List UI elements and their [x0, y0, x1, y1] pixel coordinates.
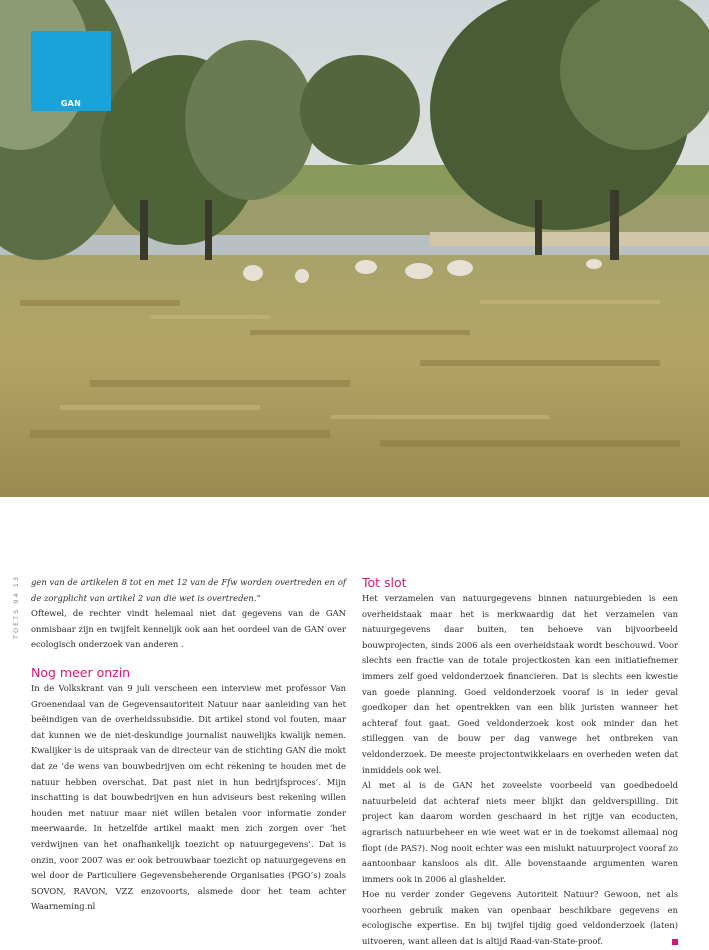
paragraph: Oftewel, de rechter vindt helemaal niet dat gegevens van de GAN onmisbaar zijn en twijfelt kennelijk ook aan het oordeel van de GAN over ecologisch onderzoek van anderen .: [31, 608, 346, 650]
paragraph-text: Hoe nu verder zonder Gegevens Autoriteit Natuur? Gewoon, net als voorheen gebruik maken van openbaar beschikbare gegevens en ecologische expertise. En bij twijfel tijdig goed veldonderzoek (laten) uitvoeren, want alleen dat is altijd Raad-van-State-proof.: [362, 889, 678, 947]
paragraph: Het verzamelen van natuurgegevens binnen natuurgebieden is een overheidstaak maar het is merkwaardig dat het verzamelen van natuurgegevens daar buiten, ten behoeve van bijvoorbeeld bouwprojecten, sinds 2006 als een overheidstaak wordt beschouwd. Voor slechts een fractie van de totale projectkosten kan een initiatiefnemer immers zelf goed veldonderzoek financieren. Dat is slechts een kwestie van goede planning. Goed veldonderzoek vooraf is in ieder geval goedkoper dan het opentrekken van een blik juristen wanneer het achteraf fout gaat. Goed veldonderzoek kost ook minder dan het stilleggen van de bouw per dag vanwege het ontbreken van veldonderzoek. De meeste projectontwikkelaars en overheden weten dat inmiddels ook wel.: [362, 593, 678, 775]
paragraph: In de Volkskrant van 9 juli verscheen een interview met professor Van Groenendaal van de Gegevensautoriteit Natuur naar aanleiding van het beëindigen van de overheidssubsidie. Dit artikel stond vol fouten, maar dat kunnen we de niet-deskundige journalist nauwelijks kwalijk nemen. Kwalijker is de uitspraak van de directeur van de stichting GAN die mokt dat ze ‘de wens van bouwbedrijven om echt rekening te houden met de natuur hebben overschat. Dat past niet in hun bedrijfsproces’. Mijn inschatting is dat bouwbedrijven en hun adviseurs best rekening willen houden met natuur maar niet willen betalen voor informatie zonder meerwaarde. In hetzelfde artikel maakt men zich zorgen over ‘het verdwijnen van het onafhankelijk toezicht op natuurgegevens’. Dat is onzin, voor 2007 was er ook betrouwbaar toezicht op natuurgegevens en wel door de Particuliere Gegevensbeherende Organisaties (PGO’s) zoals SOVON, RAVON, VZZ enzovoorts, alsmede door het team achter Waarneming.nl: [31, 682, 346, 912]
paragraph-final: [362, 887, 678, 949]
folio-text: TOETS 04 13: [12, 575, 20, 639]
section-tag: [31, 31, 111, 111]
quote-continuation: gen van de artikelen 8 tot en met 12 van de Ffw worden overtreden en of de zorgplicht van artikel 2 van die wet is overtreden.”: [31, 577, 346, 603]
left-column: [31, 575, 346, 915]
end-of-article-mark: [672, 939, 678, 945]
sand-bank: [430, 232, 709, 246]
foreground-grass: [0, 255, 709, 497]
section-tag-label: GAN: [60, 99, 82, 108]
section-heading: Nog meer onzin: [31, 664, 131, 680]
page-folio: [11, 575, 21, 640]
right-column: [362, 575, 678, 950]
section-heading: Tot slot: [362, 575, 407, 590]
paragraph: Al met al is de GAN het zoveelste voorbeeld van goedbedoeld natuurbeleid dat achteraf niets meer blijkt dan geldverspilling. Dit project kan daarom worden geschaard in het rijtje van ecoducten, agrarisch natuurbeheer en wie weet wat er in de toekomst allemaal nog flopt (de PAS?). Nog nooit echter was een mislukt natuurproject vooraf zo aantoonbaar kansloos als dit. Alle bovenstaande argumenten waren immers ook in 2006 al glashelder.: [362, 780, 678, 884]
